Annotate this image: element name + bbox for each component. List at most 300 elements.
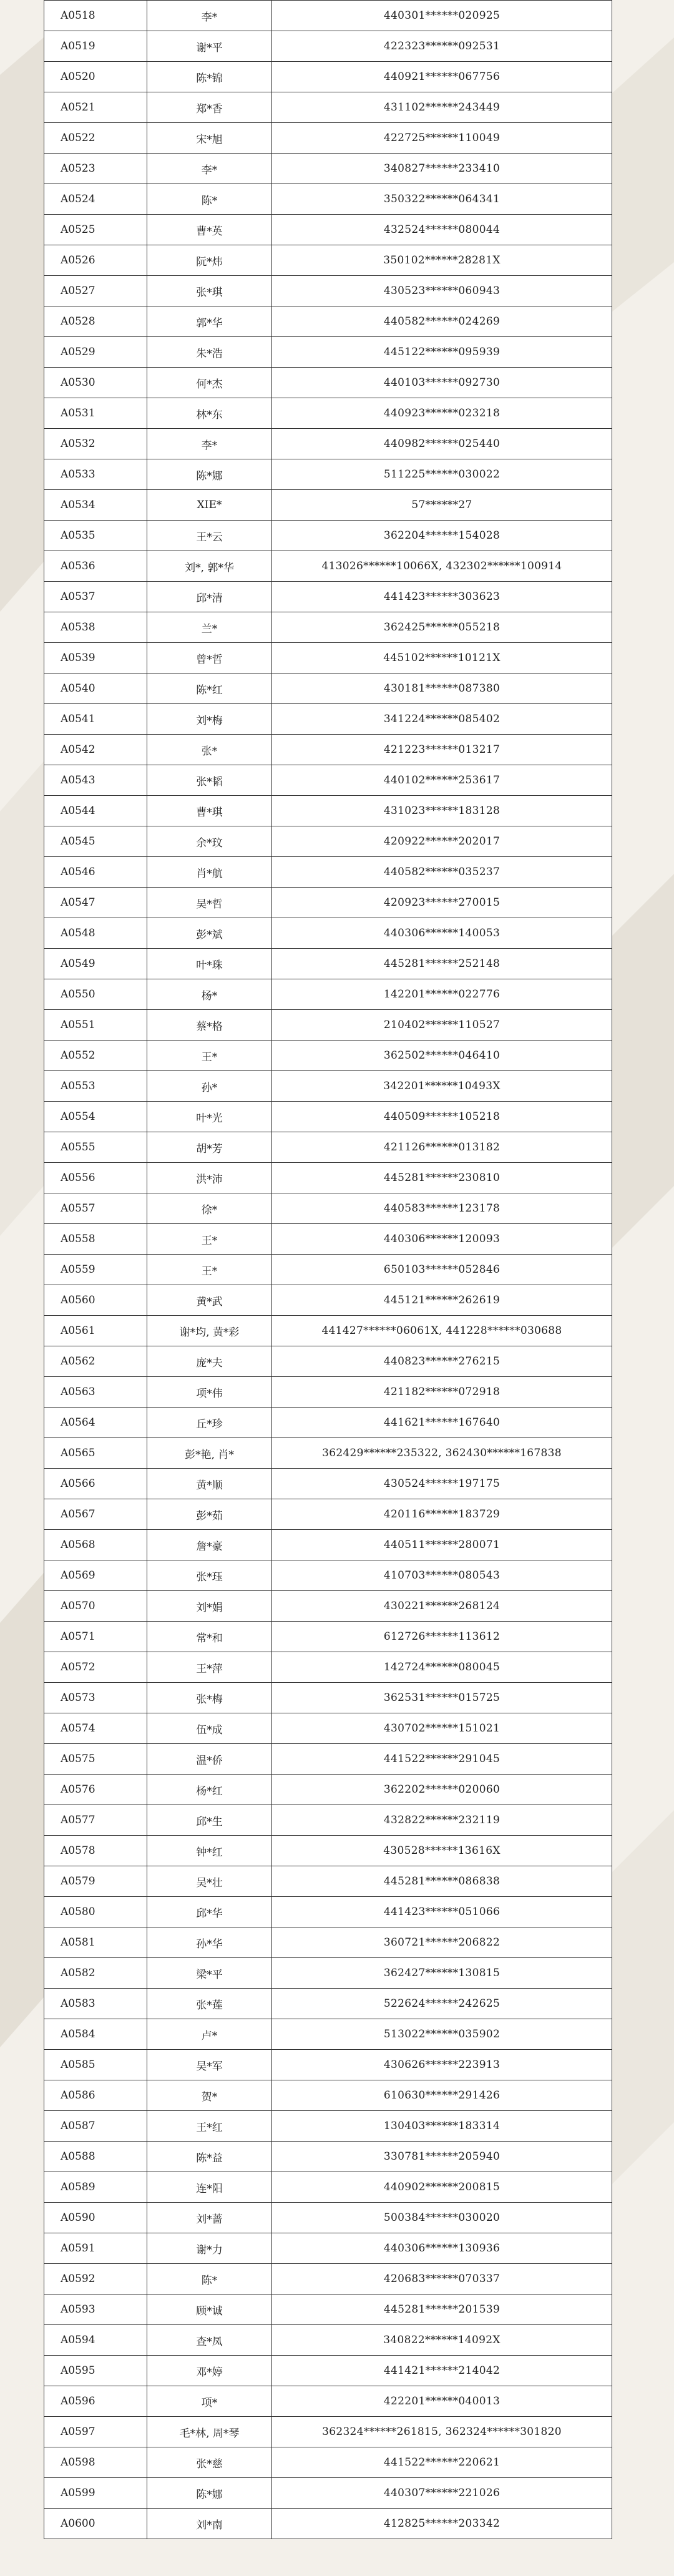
table-row xyxy=(44,2264,612,2294)
record-code-cell: A0598 xyxy=(44,2447,147,2478)
table-row xyxy=(44,1,612,31)
record-code-cell: A0528 xyxy=(44,306,147,337)
table-row xyxy=(44,1255,612,1285)
record-code-cell: A0592 xyxy=(44,2264,147,2294)
record-id-cell: 422323******092531 xyxy=(272,31,612,62)
table-row xyxy=(44,2233,612,2264)
record-id-cell: 441423******051066 xyxy=(272,1897,612,1927)
record-name-cell: 王* xyxy=(147,1255,272,1285)
record-code-cell: A0533 xyxy=(44,459,147,490)
record-id-cell: 421223******013217 xyxy=(272,735,612,765)
table-row xyxy=(44,1591,612,1622)
record-name-cell: 郭*华 xyxy=(147,306,272,337)
record-id-cell: 420923******270015 xyxy=(272,888,612,918)
table-row xyxy=(44,521,612,551)
record-id-cell: 441421******214042 xyxy=(272,2356,612,2386)
record-code-cell: A0539 xyxy=(44,643,147,673)
record-id-cell: 440306******120093 xyxy=(272,1224,612,1255)
table-row xyxy=(44,1224,612,1255)
table-row xyxy=(44,1775,612,1805)
record-id-cell: 421126******013182 xyxy=(272,1132,612,1163)
record-code-cell: A0560 xyxy=(44,1285,147,1316)
record-code-cell: A0550 xyxy=(44,979,147,1010)
table-row xyxy=(44,62,612,92)
record-name-cell: 邓*婷 xyxy=(147,2356,272,2386)
record-name-cell: 丘*珍 xyxy=(147,1408,272,1438)
record-name-cell: 邱*生 xyxy=(147,1805,272,1836)
record-name-cell: 彭*茹 xyxy=(147,1499,272,1530)
record-id-cell: 430221******268124 xyxy=(272,1591,612,1622)
table-row xyxy=(44,215,612,245)
record-id-cell: 441522******291045 xyxy=(272,1744,612,1775)
table-row xyxy=(44,1499,612,1530)
record-code-cell: A0556 xyxy=(44,1163,147,1193)
record-code-cell: A0547 xyxy=(44,888,147,918)
record-name-cell: 顾*诚 xyxy=(147,2294,272,2325)
record-id-cell: 445281******230810 xyxy=(272,1163,612,1193)
record-code-cell: A0591 xyxy=(44,2233,147,2264)
record-code-cell: A0585 xyxy=(44,2050,147,2080)
record-code-cell: A0538 xyxy=(44,612,147,643)
record-id-cell: 441427******06061X, 441228******030688 xyxy=(272,1316,612,1346)
record-code-cell: A0562 xyxy=(44,1346,147,1377)
table-row xyxy=(44,1897,612,1927)
table-row xyxy=(44,1805,612,1836)
table-row xyxy=(44,368,612,398)
record-name-cell: 陈*娜 xyxy=(147,2478,272,2509)
record-code-cell: A0563 xyxy=(44,1377,147,1408)
record-code-cell: A0589 xyxy=(44,2172,147,2203)
record-code-cell: A0545 xyxy=(44,826,147,857)
table-row xyxy=(44,1408,612,1438)
table-row xyxy=(44,1836,612,1866)
table-row xyxy=(44,1652,612,1683)
table-row xyxy=(44,582,612,612)
records-table-container xyxy=(44,0,612,2539)
table-row xyxy=(44,1958,612,1989)
record-name-cell: 张*珏 xyxy=(147,1560,272,1591)
table-row xyxy=(44,1132,612,1163)
record-id-cell: 441621******167640 xyxy=(272,1408,612,1438)
record-id-cell: 440823******276215 xyxy=(272,1346,612,1377)
record-name-cell: 黄*武 xyxy=(147,1285,272,1316)
record-id-cell: 440307******221026 xyxy=(272,2478,612,2509)
table-row xyxy=(44,1377,612,1408)
record-id-cell: 430626******223913 xyxy=(272,2050,612,2080)
table-row xyxy=(44,1622,612,1652)
record-name-cell: 张*琪 xyxy=(147,276,272,306)
record-name-cell: 项* xyxy=(147,2386,272,2417)
record-name-cell: 曾*哲 xyxy=(147,643,272,673)
record-name-cell: 刘*, 郭*华 xyxy=(147,551,272,582)
record-name-cell: 兰* xyxy=(147,612,272,643)
record-name-cell: 吴*哲 xyxy=(147,888,272,918)
record-name-cell: 李* xyxy=(147,154,272,184)
record-code-cell: A0580 xyxy=(44,1897,147,1927)
table-row xyxy=(44,735,612,765)
record-name-cell: 邱*清 xyxy=(147,582,272,612)
record-name-cell: 梁*平 xyxy=(147,1958,272,1989)
record-name-cell: 谢*均, 黄*彩 xyxy=(147,1316,272,1346)
record-id-cell: 340822******14092X xyxy=(272,2325,612,2356)
record-name-cell: 邱*华 xyxy=(147,1897,272,1927)
record-name-cell: 蔡*格 xyxy=(147,1010,272,1041)
record-name-cell: 王*红 xyxy=(147,2111,272,2142)
record-code-cell: A0518 xyxy=(44,1,147,31)
table-row xyxy=(44,1560,612,1591)
record-name-cell: 吴*军 xyxy=(147,2050,272,2080)
record-id-cell: 362427******130815 xyxy=(272,1958,612,1989)
record-id-cell: 440583******123178 xyxy=(272,1193,612,1224)
record-id-cell: 445121******262619 xyxy=(272,1285,612,1316)
record-code-cell: A0593 xyxy=(44,2294,147,2325)
record-name-cell: 阮*炜 xyxy=(147,245,272,276)
table-row xyxy=(44,673,612,704)
record-id-cell: 142201******022776 xyxy=(272,979,612,1010)
table-row xyxy=(44,1530,612,1560)
record-name-cell: 刘*蔷 xyxy=(147,2203,272,2233)
record-name-cell: 林*东 xyxy=(147,398,272,429)
record-name-cell: 项*伟 xyxy=(147,1377,272,1408)
record-id-cell: 432524******080044 xyxy=(272,215,612,245)
table-row xyxy=(44,979,612,1010)
record-code-cell: A0568 xyxy=(44,1530,147,1560)
record-id-cell: 440923******023218 xyxy=(272,398,612,429)
table-row xyxy=(44,1866,612,1897)
record-name-cell: 徐* xyxy=(147,1193,272,1224)
record-name-cell: 卢* xyxy=(147,2019,272,2050)
table-row xyxy=(44,2509,612,2539)
table-row xyxy=(44,643,612,673)
record-name-cell: 王* xyxy=(147,1224,272,1255)
record-id-cell: 362204******154028 xyxy=(272,521,612,551)
table-row xyxy=(44,551,612,582)
record-id-cell: 57******27 xyxy=(272,490,612,521)
record-name-cell: 刘*娟 xyxy=(147,1591,272,1622)
table-row xyxy=(44,612,612,643)
record-code-cell: A0527 xyxy=(44,276,147,306)
table-row xyxy=(44,184,612,215)
table-row xyxy=(44,1438,612,1469)
record-name-cell: 陈*红 xyxy=(147,673,272,704)
table-row xyxy=(44,92,612,123)
record-code-cell: A0584 xyxy=(44,2019,147,2050)
record-id-cell: 420922******202017 xyxy=(272,826,612,857)
record-name-cell: 陈*益 xyxy=(147,2142,272,2172)
table-row xyxy=(44,459,612,490)
record-id-cell: 445281******252148 xyxy=(272,949,612,979)
record-code-cell: A0546 xyxy=(44,857,147,888)
table-row xyxy=(44,306,612,337)
record-id-cell: 440301******020925 xyxy=(272,1,612,31)
table-row xyxy=(44,2080,612,2111)
table-row xyxy=(44,2142,612,2172)
table-row xyxy=(44,1041,612,1071)
record-code-cell: A0537 xyxy=(44,582,147,612)
record-code-cell: A0577 xyxy=(44,1805,147,1836)
record-name-cell: 胡*芳 xyxy=(147,1132,272,1163)
table-row xyxy=(44,1163,612,1193)
record-code-cell: A0596 xyxy=(44,2386,147,2417)
record-id-cell: 445122******095939 xyxy=(272,337,612,368)
record-code-cell: A0536 xyxy=(44,551,147,582)
record-code-cell: A0520 xyxy=(44,62,147,92)
record-code-cell: A0588 xyxy=(44,2142,147,2172)
record-code-cell: A0578 xyxy=(44,1836,147,1866)
record-id-cell: 410703******080543 xyxy=(272,1560,612,1591)
record-name-cell: 李* xyxy=(147,429,272,459)
record-name-cell: 余*玟 xyxy=(147,826,272,857)
table-row xyxy=(44,2050,612,2080)
table-row xyxy=(44,1927,612,1958)
record-code-cell: A0564 xyxy=(44,1408,147,1438)
record-code-cell: A0554 xyxy=(44,1102,147,1132)
record-name-cell: 叶*珠 xyxy=(147,949,272,979)
table-row xyxy=(44,918,612,949)
table-row xyxy=(44,949,612,979)
table-row xyxy=(44,429,612,459)
table-row xyxy=(44,888,612,918)
record-id-cell: 650103******052846 xyxy=(272,1255,612,1285)
record-name-cell: 王* xyxy=(147,1041,272,1071)
record-id-cell: 440982******025440 xyxy=(272,429,612,459)
record-id-cell: 421182******072918 xyxy=(272,1377,612,1408)
record-id-cell: 130403******183314 xyxy=(272,2111,612,2142)
table-row xyxy=(44,2203,612,2233)
record-name-cell: 庞*夫 xyxy=(147,1346,272,1377)
table-row xyxy=(44,2356,612,2386)
record-name-cell: 连*阳 xyxy=(147,2172,272,2203)
record-id-cell: 430523******060943 xyxy=(272,276,612,306)
record-code-cell: A0565 xyxy=(44,1438,147,1469)
record-code-cell: A0561 xyxy=(44,1316,147,1346)
record-code-cell: A0543 xyxy=(44,765,147,796)
record-id-cell: 362429******235322, 362430******167838 xyxy=(272,1438,612,1469)
record-code-cell: A0583 xyxy=(44,1989,147,2019)
table-row xyxy=(44,1713,612,1744)
record-id-cell: 511225******030022 xyxy=(272,459,612,490)
table-row xyxy=(44,1010,612,1041)
record-code-cell: A0555 xyxy=(44,1132,147,1163)
record-name-cell: 何*杰 xyxy=(147,368,272,398)
record-name-cell: 洪*沛 xyxy=(147,1163,272,1193)
record-code-cell: A0553 xyxy=(44,1071,147,1102)
record-name-cell: 李* xyxy=(147,1,272,31)
record-code-cell: A0523 xyxy=(44,154,147,184)
table-row xyxy=(44,1744,612,1775)
table-row xyxy=(44,826,612,857)
record-id-cell: 445102******10121X xyxy=(272,643,612,673)
record-name-cell: 叶*光 xyxy=(147,1102,272,1132)
record-code-cell: A0567 xyxy=(44,1499,147,1530)
record-code-cell: A0551 xyxy=(44,1010,147,1041)
record-name-cell: 杨* xyxy=(147,979,272,1010)
record-code-cell: A0558 xyxy=(44,1224,147,1255)
record-name-cell: 张*梅 xyxy=(147,1683,272,1713)
record-code-cell: A0521 xyxy=(44,92,147,123)
record-id-cell: 441522******220621 xyxy=(272,2447,612,2478)
record-name-cell: 朱*浩 xyxy=(147,337,272,368)
record-code-cell: A0548 xyxy=(44,918,147,949)
record-code-cell: A0595 xyxy=(44,2356,147,2386)
record-code-cell: A0559 xyxy=(44,1255,147,1285)
record-name-cell: 查*凤 xyxy=(147,2325,272,2356)
record-id-cell: 445281******086838 xyxy=(272,1866,612,1897)
record-name-cell: 温*侨 xyxy=(147,1744,272,1775)
record-id-cell: 522624******242625 xyxy=(272,1989,612,2019)
table-row xyxy=(44,1193,612,1224)
record-code-cell: A0534 xyxy=(44,490,147,521)
record-name-cell: 刘*梅 xyxy=(147,704,272,735)
record-name-cell: 谢*力 xyxy=(147,2233,272,2264)
table-row xyxy=(44,1683,612,1713)
table-row xyxy=(44,857,612,888)
record-id-cell: 142724******080045 xyxy=(272,1652,612,1683)
record-name-cell: 曹*琪 xyxy=(147,796,272,826)
table-row xyxy=(44,276,612,306)
table-row xyxy=(44,1346,612,1377)
record-name-cell: 王*云 xyxy=(147,521,272,551)
record-code-cell: A0575 xyxy=(44,1744,147,1775)
table-row xyxy=(44,2325,612,2356)
record-code-cell: A0599 xyxy=(44,2478,147,2509)
record-code-cell: A0582 xyxy=(44,1958,147,1989)
record-code-cell: A0566 xyxy=(44,1469,147,1499)
table-row xyxy=(44,2294,612,2325)
table-row xyxy=(44,2478,612,2509)
record-code-cell: A0594 xyxy=(44,2325,147,2356)
record-name-cell: 肖*航 xyxy=(147,857,272,888)
record-id-cell: 362531******015725 xyxy=(272,1683,612,1713)
record-id-cell: 422725******110049 xyxy=(272,123,612,154)
table-row xyxy=(44,245,612,276)
record-name-cell: XIE* xyxy=(147,490,272,521)
record-id-cell: 513022******035902 xyxy=(272,2019,612,2050)
record-code-cell: A0579 xyxy=(44,1866,147,1897)
record-name-cell: 贺* xyxy=(147,2080,272,2111)
record-code-cell: A0529 xyxy=(44,337,147,368)
record-id-cell: 440902******200815 xyxy=(272,2172,612,2203)
record-name-cell: 张*韬 xyxy=(147,765,272,796)
record-name-cell: 黄*顺 xyxy=(147,1469,272,1499)
table-row xyxy=(44,2111,612,2142)
table-row xyxy=(44,1071,612,1102)
record-id-cell: 350102******28281X xyxy=(272,245,612,276)
table-row xyxy=(44,1316,612,1346)
table-row xyxy=(44,704,612,735)
record-name-cell: 张* xyxy=(147,735,272,765)
record-name-cell: 曹*英 xyxy=(147,215,272,245)
record-id-cell: 340827******233410 xyxy=(272,154,612,184)
record-name-cell: 吴*壮 xyxy=(147,1866,272,1897)
record-name-cell: 陈* xyxy=(147,184,272,215)
record-id-cell: 413026******10066X, 432302******100914 xyxy=(272,551,612,582)
record-name-cell: 彭*艳, 肖* xyxy=(147,1438,272,1469)
record-code-cell: A0541 xyxy=(44,704,147,735)
record-name-cell: 陈*锦 xyxy=(147,62,272,92)
record-code-cell: A0552 xyxy=(44,1041,147,1071)
record-name-cell: 孙* xyxy=(147,1071,272,1102)
record-code-cell: A0581 xyxy=(44,1927,147,1958)
record-name-cell: 宋*旭 xyxy=(147,123,272,154)
table-row xyxy=(44,2019,612,2050)
record-code-cell: A0573 xyxy=(44,1683,147,1713)
table-row xyxy=(44,154,612,184)
record-id-cell: 431102******243449 xyxy=(272,92,612,123)
record-id-cell: 362502******046410 xyxy=(272,1041,612,1071)
record-code-cell: A0524 xyxy=(44,184,147,215)
record-code-cell: A0525 xyxy=(44,215,147,245)
record-id-cell: 445281******201539 xyxy=(272,2294,612,2325)
record-name-cell: 刘*南 xyxy=(147,2509,272,2539)
record-name-cell: 毛*林, 周*琴 xyxy=(147,2417,272,2447)
table-row xyxy=(44,1989,612,2019)
record-id-cell: 440582******035237 xyxy=(272,857,612,888)
table-row xyxy=(44,2447,612,2478)
record-name-cell: 陈* xyxy=(147,2264,272,2294)
table-row xyxy=(44,490,612,521)
record-code-cell: A0549 xyxy=(44,949,147,979)
record-code-cell: A0535 xyxy=(44,521,147,551)
record-name-cell: 张*慈 xyxy=(147,2447,272,2478)
record-code-cell: A0540 xyxy=(44,673,147,704)
record-id-cell: 440306******140053 xyxy=(272,918,612,949)
record-id-cell: 422201******040013 xyxy=(272,2386,612,2417)
record-name-cell: 陈*娜 xyxy=(147,459,272,490)
record-id-cell: 362324******261815, 362324******301820 xyxy=(272,2417,612,2447)
record-name-cell: 常*和 xyxy=(147,1622,272,1652)
record-id-cell: 440921******067756 xyxy=(272,62,612,92)
record-id-cell: 430702******151021 xyxy=(272,1713,612,1744)
record-code-cell: A0572 xyxy=(44,1652,147,1683)
record-id-cell: 440509******105218 xyxy=(272,1102,612,1132)
record-id-cell: 440306******130936 xyxy=(272,2233,612,2264)
record-id-cell: 360721******206822 xyxy=(272,1927,612,1958)
record-code-cell: A0557 xyxy=(44,1193,147,1224)
record-code-cell: A0571 xyxy=(44,1622,147,1652)
record-name-cell: 郑*香 xyxy=(147,92,272,123)
table-row xyxy=(44,1285,612,1316)
record-id-cell: 362425******055218 xyxy=(272,612,612,643)
record-id-cell: 441423******303623 xyxy=(272,582,612,612)
record-id-cell: 612726******113612 xyxy=(272,1622,612,1652)
record-id-cell: 420683******070337 xyxy=(272,2264,612,2294)
table-row xyxy=(44,1469,612,1499)
record-id-cell: 431023******183128 xyxy=(272,796,612,826)
record-id-cell: 440102******253617 xyxy=(272,765,612,796)
record-id-cell: 341224******085402 xyxy=(272,704,612,735)
record-name-cell: 孙*华 xyxy=(147,1927,272,1958)
record-id-cell: 330781******205940 xyxy=(272,2142,612,2172)
record-id-cell: 412825******203342 xyxy=(272,2509,612,2539)
record-name-cell: 伍*成 xyxy=(147,1713,272,1744)
record-code-cell: A0590 xyxy=(44,2203,147,2233)
record-id-cell: 420116******183729 xyxy=(272,1499,612,1530)
record-code-cell: A0576 xyxy=(44,1775,147,1805)
record-code-cell: A0532 xyxy=(44,429,147,459)
record-id-cell: 430528******13616X xyxy=(272,1836,612,1866)
record-id-cell: 440582******024269 xyxy=(272,306,612,337)
table-row xyxy=(44,31,612,62)
record-id-cell: 440511******280071 xyxy=(272,1530,612,1560)
record-id-cell: 350322******064341 xyxy=(272,184,612,215)
table-row xyxy=(44,2386,612,2417)
records-table xyxy=(44,0,612,2539)
table-row xyxy=(44,2417,612,2447)
record-name-cell: 谢*平 xyxy=(147,31,272,62)
record-code-cell: A0530 xyxy=(44,368,147,398)
record-name-cell: 彭*斌 xyxy=(147,918,272,949)
